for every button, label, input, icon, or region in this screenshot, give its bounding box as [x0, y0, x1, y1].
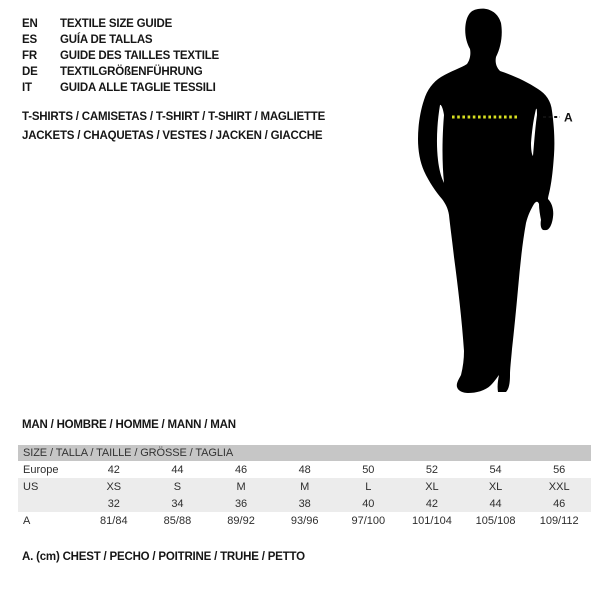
- lang-row-es: [22, 32, 219, 48]
- section-title-man: MAN / HOMBRE / HOMME / MANN / MAN: [22, 419, 236, 431]
- lang-label: TEXTILE SIZE GUIDE: [60, 18, 173, 30]
- table-cell: M: [300, 480, 310, 493]
- lang-row-fr: [22, 48, 219, 64]
- table-cell: S: [173, 480, 182, 493]
- lang-code: EN: [22, 18, 38, 30]
- lang-code: IT: [22, 82, 32, 94]
- row-label: Europe: [23, 463, 59, 476]
- table-cell: 44: [489, 497, 502, 510]
- row-label: US: [23, 480, 39, 493]
- table-cell: XL: [488, 480, 503, 493]
- lang-label: GUIDE DES TAILLES TEXTILE: [60, 50, 219, 62]
- table-row-chest-a: [18, 512, 591, 529]
- category-tshirts: T-SHIRTS / CAMISETAS / T-SHIRT / T-SHIRT / MAGLIETTE: [22, 111, 326, 123]
- table-cell: 56: [553, 463, 566, 476]
- measure-label-a: A: [564, 110, 573, 125]
- table-cell: M: [236, 480, 246, 493]
- table-row-us: [18, 478, 591, 495]
- table-cell: 40: [362, 497, 375, 510]
- table-cell: 50: [362, 463, 375, 476]
- table-cell: 85/88: [163, 514, 192, 527]
- lang-label: GUIDA ALLE TAGLIE TESSILI: [60, 82, 216, 94]
- lang-label: TEXTILGRÖßENFÜHRUNG: [60, 66, 203, 78]
- size-table: [18, 445, 591, 529]
- man-silhouette: [418, 9, 554, 393]
- table-cell: 48: [298, 463, 311, 476]
- language-title-block: [22, 16, 219, 96]
- table-cell: 46: [234, 463, 248, 476]
- table-cell: 36: [234, 497, 248, 510]
- man-silhouette-figure: [408, 5, 583, 397]
- table-cell: 101/104: [412, 514, 452, 527]
- table-cell: 81/84: [100, 514, 128, 527]
- measurement-legend: A. (cm) CHEST / PECHO / POITRINE / TRUHE / PETTO: [22, 551, 305, 563]
- table-cell: 38: [298, 497, 311, 510]
- category-jackets: JACKETS / CHAQUETAS / VESTES / JACKEN / GIACCHE: [22, 130, 323, 142]
- lang-row-it: [22, 80, 219, 96]
- table-cell: 54: [489, 463, 502, 476]
- table-cell: 46: [553, 497, 566, 510]
- lang-code: FR: [22, 50, 37, 62]
- lang-code: ES: [22, 34, 37, 46]
- lang-row-en: [22, 16, 219, 32]
- table-row-europe: [18, 461, 591, 478]
- table-cell: XL: [425, 480, 439, 493]
- lang-row-de: [22, 64, 219, 80]
- row-label: A: [23, 514, 31, 527]
- lang-label: GUÍA DE TALLAS: [60, 34, 153, 46]
- table-cell: L: [365, 480, 372, 493]
- table-cell: 42: [425, 497, 439, 510]
- table-cell: 44: [171, 463, 184, 476]
- table-cell: 97/100: [351, 514, 386, 527]
- garment-categories: [22, 108, 325, 146]
- table-cell: 109/112: [539, 514, 579, 527]
- table-cell: 105/108: [475, 514, 516, 527]
- table-cell: 42: [107, 463, 120, 476]
- table-cell: 93/96: [290, 514, 319, 527]
- table-cell: 34: [171, 497, 184, 510]
- table-cell: XXL: [548, 480, 570, 493]
- size-table-header: SIZE / TALLA / TAILLE / GRÖSSE / TAGLIA: [18, 445, 591, 461]
- table-row-us-numeric: [18, 495, 591, 512]
- lang-code: DE: [22, 66, 38, 78]
- table-cell: 32: [107, 497, 120, 510]
- table-cell: 89/92: [227, 514, 255, 527]
- table-cell: XS: [106, 480, 122, 493]
- table-cell: 52: [425, 463, 439, 476]
